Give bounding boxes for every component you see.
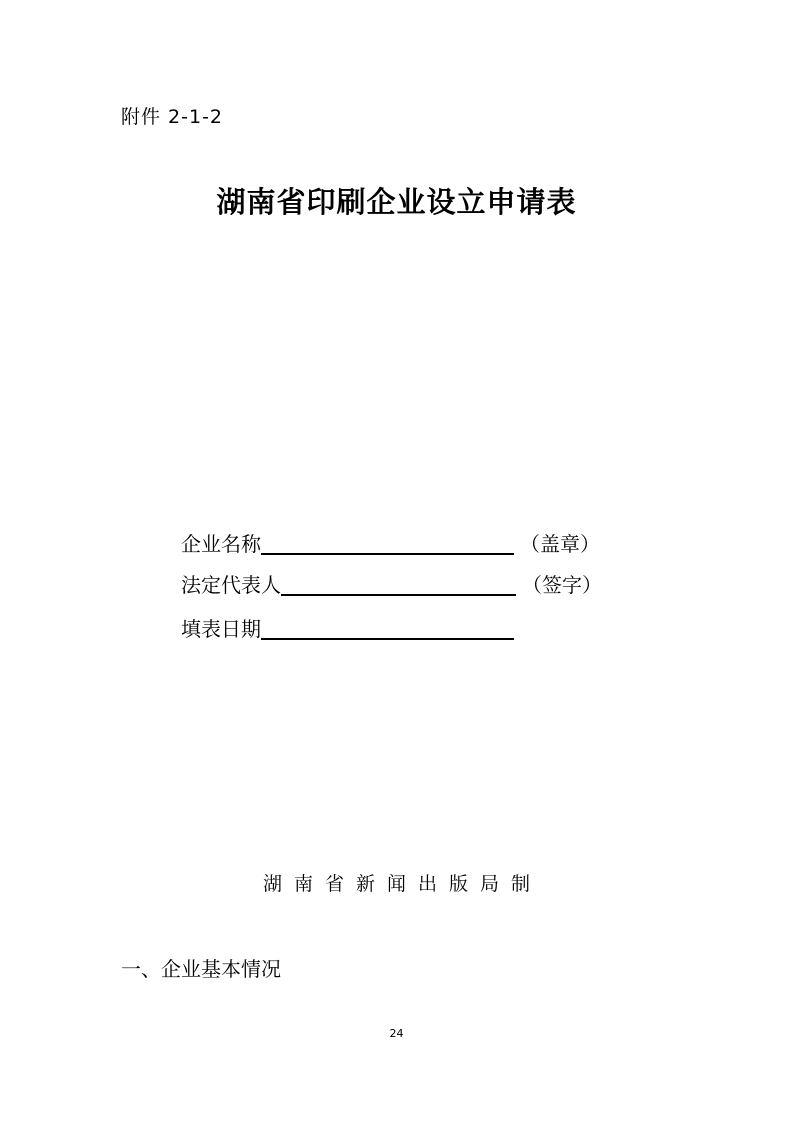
field-label-company-name: 企业名称	[181, 532, 261, 556]
page-number: 24	[389, 1027, 404, 1040]
field-note-signature: （签字）	[522, 573, 602, 597]
field-legal-representative	[181, 569, 602, 599]
section-heading: 一、企业基本情况	[121, 957, 281, 981]
issuer-line: 湖南省新闻出版局制	[262, 873, 542, 895]
page-title: 湖南省印刷企业设立申请表	[216, 185, 577, 219]
company-name-blank-line[interactable]	[261, 553, 514, 555]
field-label-legal-representative: 法定代表人	[181, 573, 281, 597]
field-note-seal: （盖章）	[520, 532, 600, 556]
fill-date-blank-line[interactable]	[261, 638, 514, 640]
field-company-name	[181, 528, 600, 558]
legal-representative-blank-line[interactable]	[281, 594, 516, 596]
field-label-fill-date: 填表日期	[181, 617, 261, 641]
attachment-label: 附件 2-1-2	[121, 106, 224, 128]
field-fill-date	[181, 613, 514, 643]
